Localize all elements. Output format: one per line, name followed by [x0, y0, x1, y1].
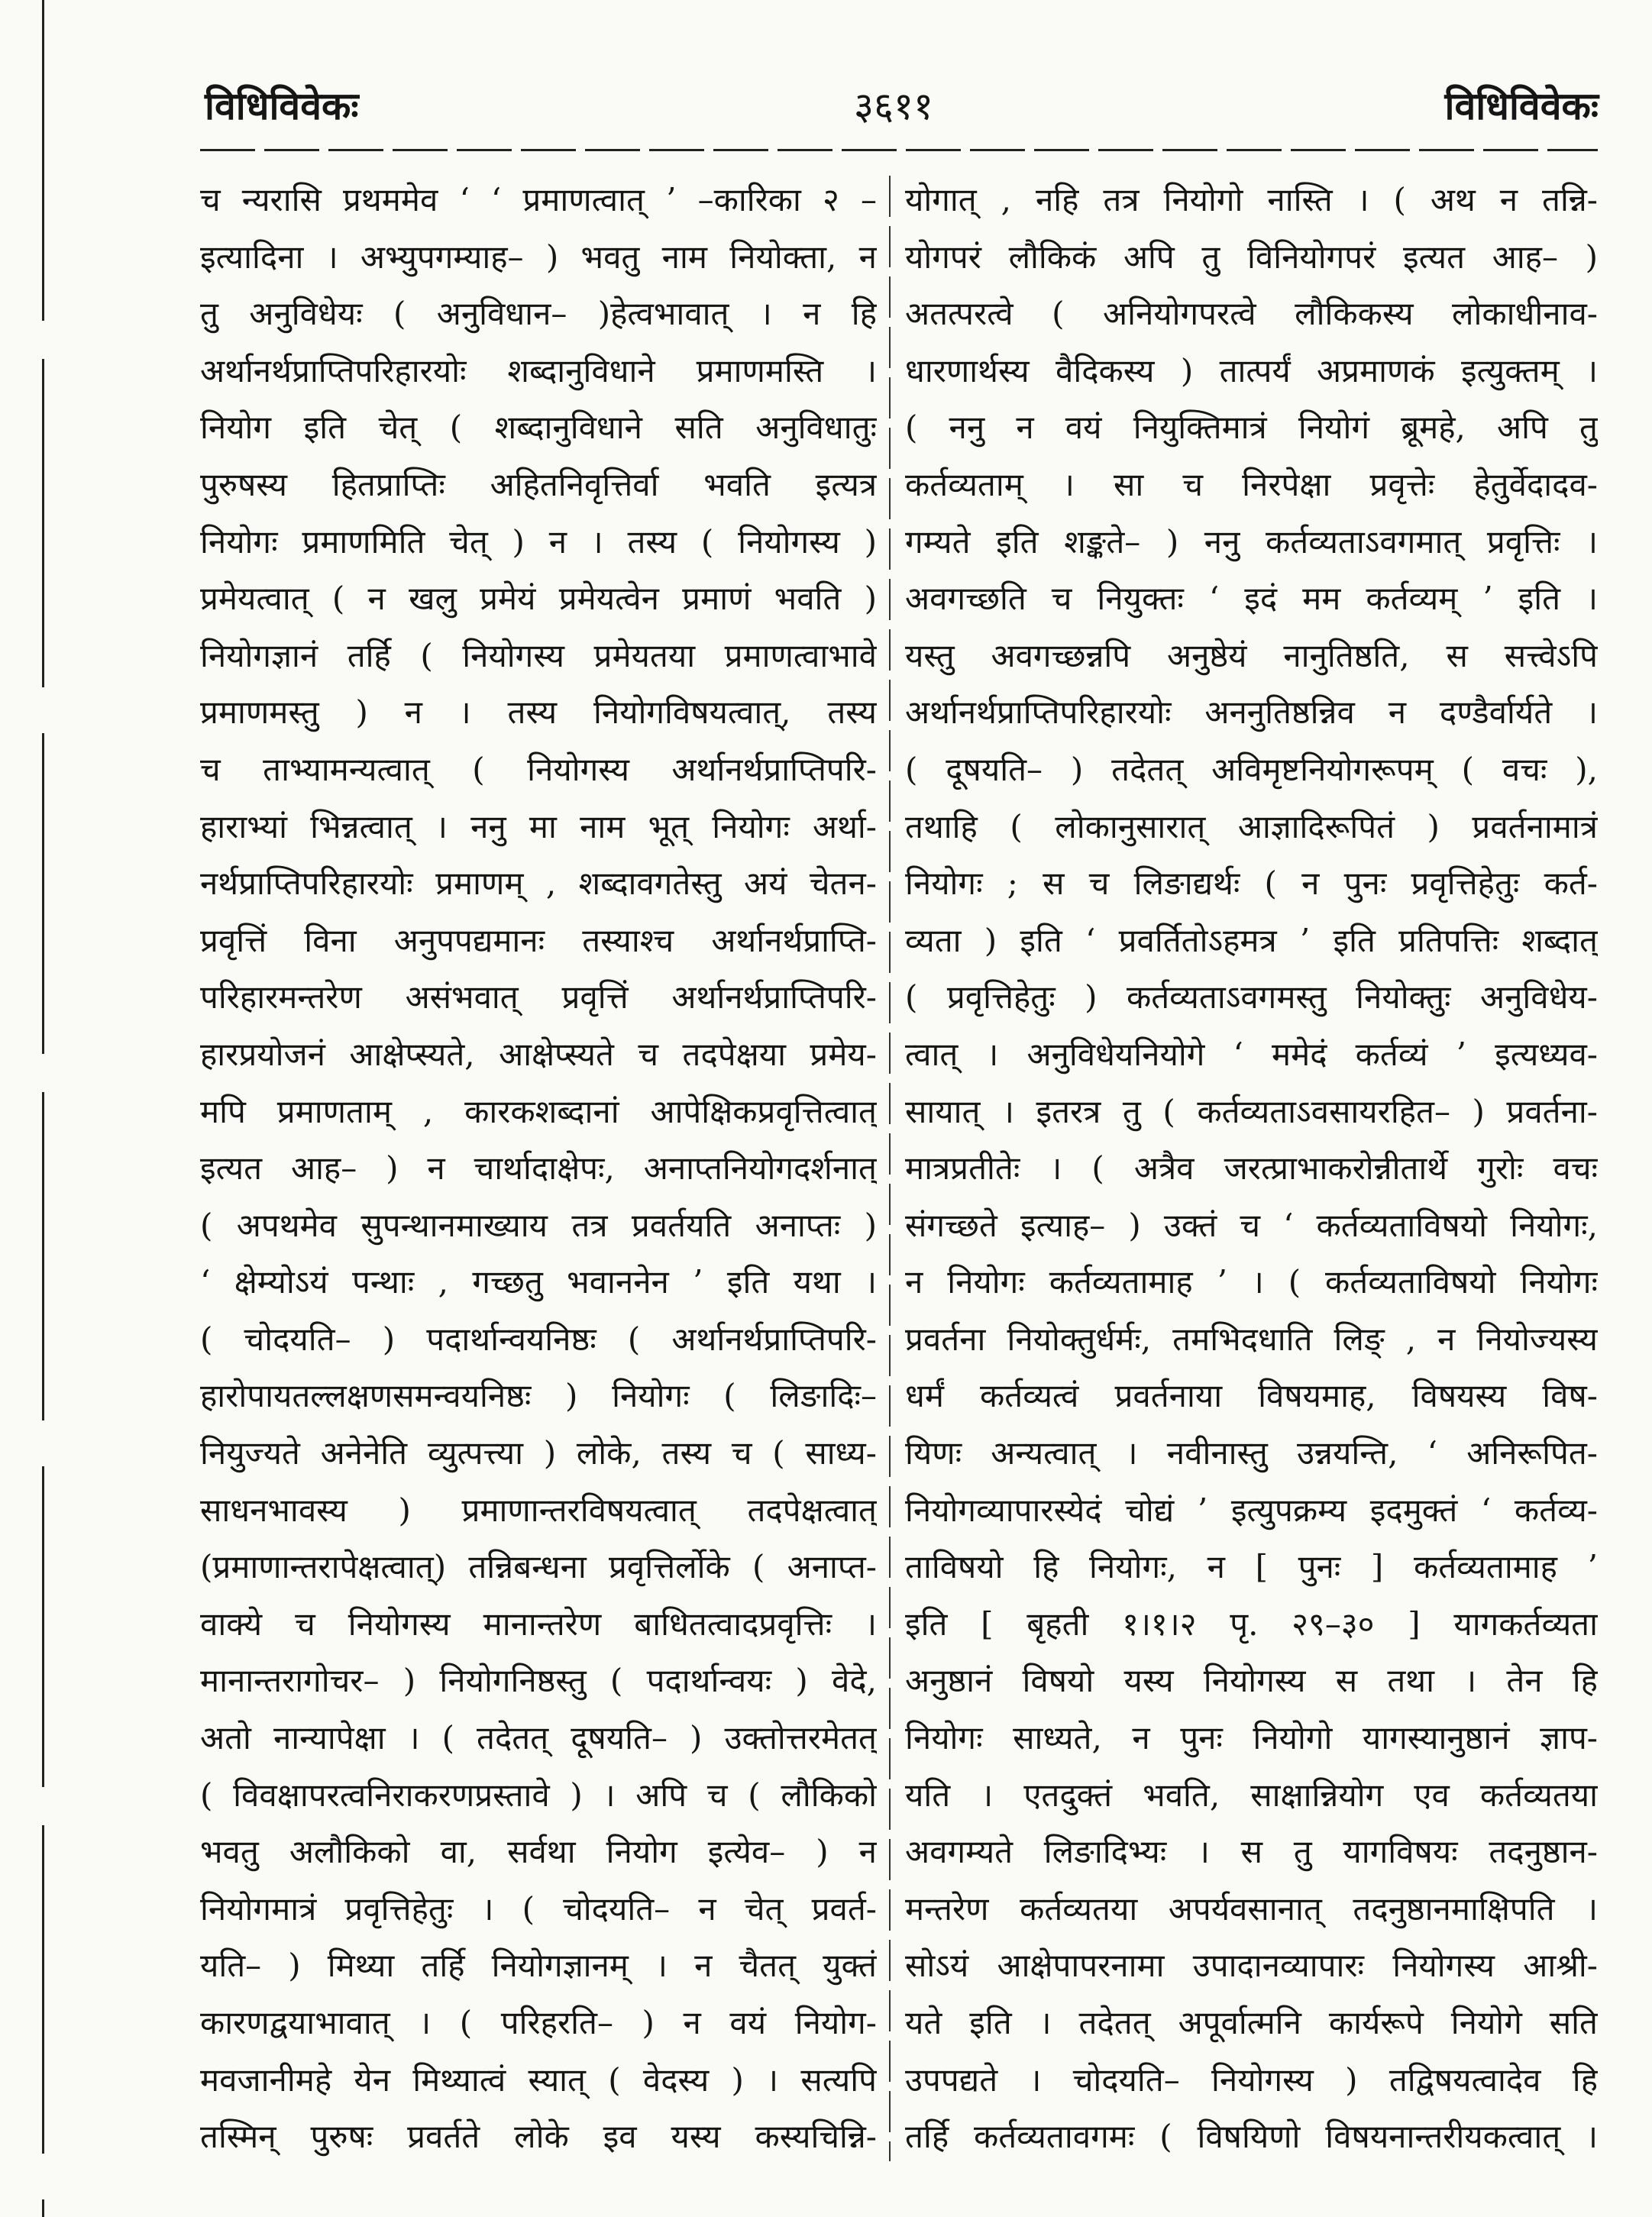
running-head-right: विधिविवेकः	[1444, 83, 1599, 128]
text-line: अवगच्छति च नियुक्तः ‘ इदं मम कर्तव्यम् ’ इति ।	[905, 580, 1598, 618]
text-line: नियोगव्यापारस्येदं चोद्यं ’ इत्युपक्रम्य इदमुक्तं ‘ कर्तव्य-	[905, 1491, 1598, 1529]
text-line: नियोगज्ञानं तर्हि ( नियोगस्य प्रमेयतया प्रमाणत्वाभावे	[200, 636, 877, 674]
text-line: साधनभावस्य ) प्रमाणान्तरविषयत्वात् तदपेक्षत्वात्	[200, 1491, 877, 1529]
text-line: प्रवृत्तिं विना अनुपपद्यमानः तस्याश्च अर्थानर्थप्राप्ति-	[200, 921, 877, 959]
text-line: अनुष्ठानं विषयो यस्य नियोगस्य स तथा । तेन हि	[905, 1662, 1598, 1700]
text-line: इति [ बृहती १।१।२ पृ. २९–३० ] यागकर्तव्यता	[905, 1605, 1598, 1643]
text-line: प्रवर्तना नियोक्तुर्धर्मः, तमभिदधाति लिङ् , न नियोज्यस्य	[905, 1320, 1598, 1358]
text-line: अतत्परत्वे ( अनियोगपरत्वे लौकिकस्य लोकाधीनाव-	[905, 295, 1598, 333]
text-line: मवजानीमहे येन मिथ्यात्वं स्यात् ( वेदस्य ) । सत्यपि	[200, 2060, 877, 2099]
text-line: धर्मं कर्तव्यत्वं प्रवर्तनाया विषयमाह, विषयस्य विष-	[905, 1377, 1598, 1415]
left-column	[200, 172, 877, 2166]
text-line: मपि प्रमाणताम् , कारकशब्दानां आपेक्षिकप्रवृत्तित्वात्	[200, 1092, 877, 1130]
text-line: कर्तव्यताम् । सा च निरपेक्षा प्रवृत्तेः हेतुर्वेदादव-	[905, 465, 1598, 503]
text-line: ताविषयो हि नियोगः, न [ पुनः ] कर्तव्यतामाह ’	[905, 1548, 1598, 1586]
scan-edge-line	[42, 0, 44, 2217]
text-line: योगात् , नहि तत्र नियोगो नास्ति । ( अथ न तन्नि-	[905, 181, 1598, 218]
text-line: च न्यरासि प्रथममेव ‘ ‘ प्रमाणत्वात् ’ –कारिका २ –	[200, 181, 877, 218]
text-line: प्रमेयत्वात् ( न खलु प्रमेयं प्रमेयत्वेन प्रमाणं भवति )	[200, 580, 877, 618]
text-line: अर्थानर्थप्राप्तिपरिहारयोः शब्दानुविधाने प्रमाणमस्ति ।	[200, 351, 877, 389]
text-line: न नियोगः कर्तव्यतामाह ’ । ( कर्तव्यताविषयो नियोगः	[905, 1263, 1598, 1301]
running-head-left: विधिविवेकः	[205, 83, 359, 128]
header-rule	[200, 149, 1598, 151]
text-line: ‘ क्षेम्योऽयं पन्थाः , गच्छतु भवाननेन ’ इति यथा ।	[200, 1263, 877, 1301]
text-line: सायात् । इतरत्र तु ( कर्तव्यताऽवसायरहित– ) प्रवर्तना-	[905, 1092, 1598, 1130]
text-line: पुरुषस्य हितप्राप्तिः अहितनिवृत्तिर्वा भवति इत्यत्र	[200, 465, 877, 503]
text-line: तथाहि ( लोकानुसारात् आज्ञादिरूपितं ) प्रवर्तनामात्रं	[905, 807, 1598, 845]
text-line: ( दूषयति– ) तदेतत् अविमृष्टनियोगरूपम् ( वचः ),	[905, 750, 1598, 788]
text-line: भवतु अलौकिको वा, सर्वथा नियोग इत्येव– ) न	[200, 1833, 877, 1871]
text-line: परिहारमन्तरेण असंभवात् प्रवृत्तिं अर्थानर्थप्राप्तिपरि-	[200, 978, 877, 1016]
text-line: प्रमाणमस्तु ) न । तस्य नियोगविषयत्वात्, तस्य	[200, 693, 877, 732]
text-line: नियोग इति चेत् ( शब्दानुविधाने सति अनुविधातुः	[200, 409, 877, 447]
text-line: हारोपायतल्लक्षणसमन्वयनिष्ठः ) नियोगः ( लिङादिः–	[200, 1377, 877, 1415]
text-line: ( अपथमेव सुपन्थानमाख्याय तत्र प्रवर्तयति अनाप्तः )	[200, 1206, 877, 1244]
column-divider	[889, 176, 891, 2161]
text-line: (प्रमाणान्तरापेक्षत्वात्) तन्निबन्धना प्रवृत्तिर्लोके ( अनाप्त-	[200, 1548, 877, 1586]
text-line: अतो नान्यापेक्षा । ( तदेतत् दूषयति– ) उक्तोत्तरमेतत्	[200, 1719, 877, 1757]
text-line: योगपरं लौकिकं अपि तु विनियोगपरं इत्यत आह– )	[905, 238, 1598, 276]
right-column	[905, 172, 1598, 2166]
text-line: नियोगः ; स च लिङाद्यर्थः ( न पुनः प्रवृत्तिहेतुः कर्त-	[905, 865, 1598, 903]
text-line: गम्यते इति शङ्कते– ) ननु कर्तव्यताऽवगमात् प्रवृत्तिः ।	[905, 522, 1598, 561]
text-line: नियुज्यते अनेनेति व्युत्पत्त्या ) लोके, तस्य च ( साध्य-	[200, 1434, 877, 1472]
text-line: यिणः अन्यत्वात् । नवीनास्तु उन्नयन्ति, ‘ अनिरूपित-	[905, 1434, 1598, 1472]
text-line: मानान्तरागोचर– ) नियोगनिष्ठस्तु ( पदार्थान्वयः ) वेदे,	[200, 1662, 877, 1700]
text-line: च ताभ्यामन्यत्वात् ( नियोगस्य अर्थानर्थप्राप्तिपरि-	[200, 750, 877, 788]
text-line: मन्तरेण कर्तव्यतया अपर्यवसानात् तदनुष्ठानमाक्षिपति ।	[905, 1889, 1598, 1928]
text-line: इत्यत आह– ) न चार्थादाक्षेपः, अनाप्तनियोगदर्शनात्	[200, 1149, 877, 1188]
text-line: अर्थानर्थप्राप्तिपरिहारयोः अननुतिष्ठन्निव न दण्डैर्वार्यते ।	[905, 693, 1598, 732]
text-line: अवगम्यते लिङादिभ्यः । स तु यागविषयः तदनुष्ठान-	[905, 1833, 1598, 1871]
text-line: नर्थप्राप्तिपरिहारयोः प्रमाणम् , शब्दावगतेस्तु अयं चेतन-	[200, 865, 877, 903]
text-line: यति– ) मिथ्या तर्हि नियोगज्ञानम् । न चैतत् युक्तं	[200, 1947, 877, 1985]
text-line: तु अनुविधेयः ( अनुविधान– )हेत्वभावात् । न हि	[200, 295, 877, 333]
text-line: ( विवक्षापरत्वनिराकरणप्रस्तावे ) । अपि च ( लौकिको	[200, 1776, 877, 1814]
page-number: ३६११	[854, 84, 933, 128]
text-line: ( चोदयति– ) पदार्थान्वयनिष्ठः ( अर्थानर्थप्राप्तिपरि-	[200, 1320, 877, 1358]
text-line: हारप्रयोजनं आक्षेप्स्यते, आक्षेप्स्यते च तदपेक्षया प्रमेय-	[200, 1035, 877, 1073]
text-line: त्वात् । अनुविधेयनियोगे ‘ ममेदं कर्तव्यं ’ इत्यध्यव-	[905, 1035, 1598, 1073]
text-line: धारणार्थस्य वैदिकस्य ) तात्पर्यं अप्रमाणकं इत्युक्तम् ।	[905, 351, 1598, 389]
text-line: यस्तु अवगच्छन्नपि अनुष्ठेयं नानुतिष्ठति, स सत्त्वेऽपि	[905, 636, 1598, 674]
text-line: सोऽयं आक्षेपापरनामा उपादानव्यापारः नियोगस्य आश्री-	[905, 1947, 1598, 1985]
text-line: नियोगमात्रं प्रवृत्तिहेतुः । ( चोदयति– न चेत् प्रवर्त-	[200, 1889, 877, 1928]
text-line: तस्मिन् पुरुषः प्रवर्तते लोके इव यस्य कस्यचिन्नि-	[200, 2118, 877, 2156]
text-line: ( ननु न वयं नियुक्तिमात्रं नियोगं ब्रूमहे, अपि तु	[905, 409, 1598, 447]
text-line: यति । एतदुक्तं भवति, साक्षान्नियोग एव कर्तव्यतया	[905, 1776, 1598, 1814]
text-line: हाराभ्यां भिन्नत्वात् । ननु मा नाम भूत् नियोगः अर्था-	[200, 807, 877, 845]
text-line: नियोगः प्रमाणमिति चेत् ) न । तस्य ( नियोगस्य )	[200, 522, 877, 561]
text-line: वाक्ये च नियोगस्य मानान्तरेण बाधितत्वादप्रवृत्तिः ।	[200, 1605, 877, 1643]
text-line: व्यता ) इति ‘ प्रवर्तितोऽहमत्र ’ इति प्रतिपत्तिः शब्दात्	[905, 921, 1598, 959]
text-line: नियोगः साध्यते, न पुनः नियोगो यागस्यानुष्ठानं ज्ञाप-	[905, 1719, 1598, 1757]
text-line: ( प्रवृत्तिहेतुः ) कर्तव्यताऽवगमस्तु नियोक्तुः अनुविधेय-	[905, 978, 1598, 1016]
text-line: यते इति । तदेतत् अपूर्वात्मनि कार्यरूपे नियोगे सति	[905, 2004, 1598, 2041]
text-line: उपपद्यते । चोदयति– नियोगस्य ) तद्विषयत्वादेव हि	[905, 2060, 1598, 2099]
text-line: तर्हि कर्तव्यतावगमः ( विषयिणो विषयनान्तरीयकत्वात् ।	[905, 2118, 1598, 2156]
text-line: संगच्छते इत्याह– ) उक्तं च ‘ कर्तव्यताविषयो नियोगः,	[905, 1206, 1598, 1244]
text-line: मात्रप्रतीतेः । ( अत्रैव जरत्प्राभाकरोन्नीतार्थे गुरोः वचः	[905, 1149, 1598, 1188]
text-line: कारणद्वयाभावात् । ( परिहरति– ) न वयं नियोग-	[200, 2004, 877, 2041]
text-line: इत्यादिना । अभ्युपगम्याह– ) भवतु नाम नियोक्ता, न	[200, 238, 877, 276]
